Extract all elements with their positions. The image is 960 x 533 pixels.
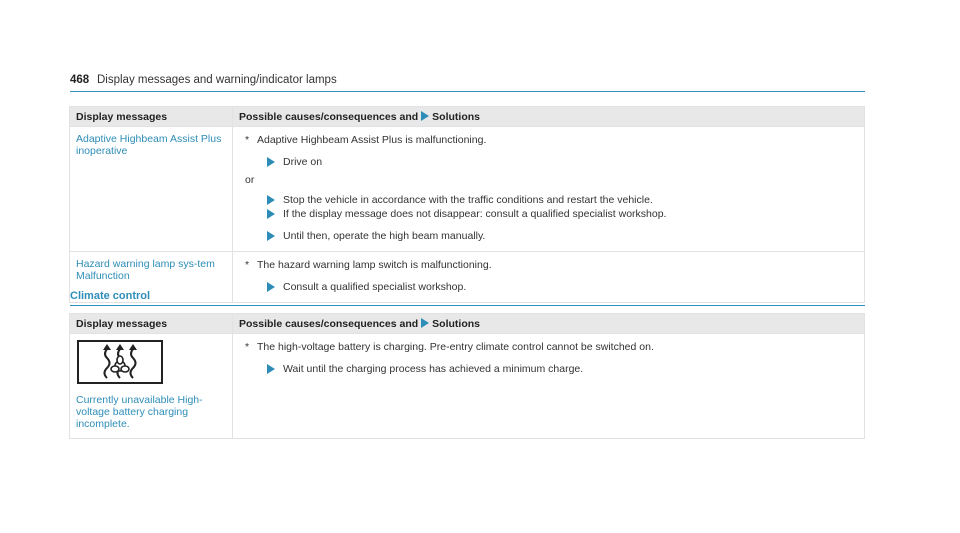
arrow-right-icon <box>421 318 429 328</box>
column-header-solutions <box>233 314 865 334</box>
column-header-causes: Possible causes/consequences and <box>239 317 419 330</box>
column-header-messages: Display messages <box>70 107 233 127</box>
column-header-solutions <box>233 107 865 127</box>
column-header-solutions-label: Solutions <box>432 317 481 330</box>
solution-step: If the display message does not disappear: consult a qualified specialist workshop. <box>239 207 858 221</box>
arrow-right-icon <box>421 111 429 121</box>
cause-text: * The hazard warning lamp switch is malfunctioning. <box>245 259 492 271</box>
arrow-right-icon <box>267 195 275 205</box>
page-header <box>70 74 865 92</box>
page-title: Display messages and warning/indicator lamps <box>97 74 337 86</box>
message-title: Hazard warning lamp sys-tem Malfunction <box>76 258 215 282</box>
table-climate-messages <box>69 313 865 439</box>
message-title: Currently unavailable High-voltage battery charging incomplete. <box>76 394 203 430</box>
column-header-causes: Possible causes/consequences and <box>239 110 419 123</box>
message-title: Adaptive Highbeam Assist Plus inoperative <box>76 133 222 157</box>
climate-fan-heat-icon <box>77 340 163 384</box>
column-header-messages: Display messages <box>70 314 233 334</box>
solution-step: Stop the vehicle in accordance with the traffic conditions and restart the vehicle. <box>239 193 858 207</box>
solution-step: Wait until the charging process has achieved a minimum charge. <box>239 362 858 376</box>
table-row <box>70 127 865 252</box>
or-text: or <box>245 174 255 186</box>
table-header-row <box>70 107 865 127</box>
cause-text: * Adaptive Highbeam Assist Plus is malfunctioning. <box>245 134 487 146</box>
cause-text: * The high-voltage battery is charging. Pre-entry climate control cannot be switched on. <box>245 341 654 353</box>
message-cell <box>70 127 233 252</box>
table-row <box>70 334 865 439</box>
message-cell <box>70 334 233 439</box>
table-header-row <box>70 314 865 334</box>
arrow-right-icon <box>267 231 275 241</box>
arrow-right-icon <box>267 209 275 219</box>
solution-cell <box>233 127 865 252</box>
section-title: Climate control <box>70 290 865 306</box>
solution-cell <box>233 334 865 439</box>
solution-step: Drive on <box>239 155 858 169</box>
column-header-solutions-label: Solutions <box>432 110 481 123</box>
table-display-messages <box>69 106 865 303</box>
arrow-right-icon <box>267 364 275 374</box>
solution-step: Until then, operate the high beam manually. <box>239 229 858 243</box>
arrow-right-icon <box>267 157 275 167</box>
page-number: 468 <box>70 74 90 86</box>
solution-step: Consult a qualified specialist workshop. <box>239 280 858 294</box>
